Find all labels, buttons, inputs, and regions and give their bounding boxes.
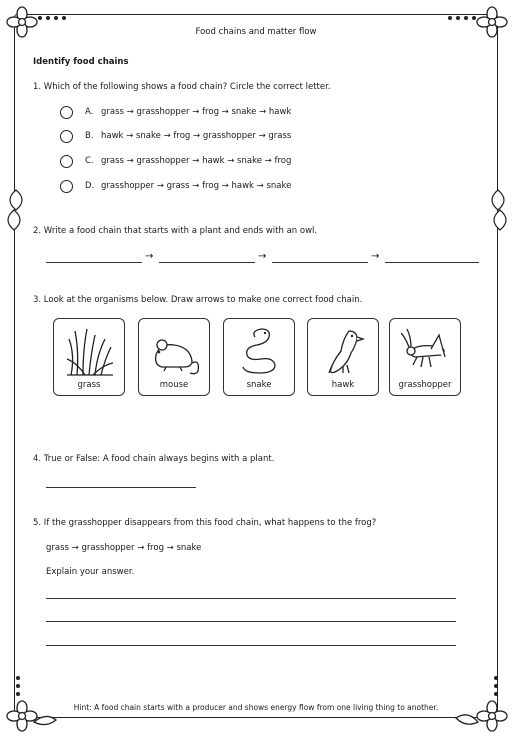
answer-blank-true-false[interactable] (46, 487, 196, 488)
option-text: grass → grasshopper → hawk → snake → frog (101, 156, 292, 166)
option-b[interactable] (60, 128, 291, 144)
question-3: 3. Look at the organisms below. Draw arrows to make one correct food chain. (33, 295, 363, 305)
arrow-3: → (371, 251, 380, 262)
answer-blank-2[interactable] (159, 262, 255, 263)
flower-decoration-top-left (4, 4, 74, 44)
organism-card-snake[interactable] (223, 318, 295, 396)
question-1: 1. Which of the following shows a food chain? Circle the correct letter. (33, 82, 331, 92)
flower-decoration-bottom-right (448, 670, 510, 732)
hawk-icon (319, 325, 369, 377)
answer-line-2[interactable] (46, 621, 456, 622)
organism-label: snake (246, 380, 272, 390)
answer-circle-a[interactable] (60, 106, 73, 119)
answer-line-1[interactable] (46, 598, 456, 599)
option-d[interactable] (60, 178, 291, 194)
section-heading: Identify food chains (33, 57, 129, 67)
answer-circle-d[interactable] (60, 180, 73, 193)
arrow-1: → (145, 251, 154, 262)
organism-label: mouse (159, 380, 189, 390)
option-letter: B. (85, 131, 94, 141)
snake-icon (235, 325, 285, 377)
hint-text: Hint: A food chain starts with a producer and shows energy flow from one living thing to another. (73, 703, 439, 712)
explain-prompt: Explain your answer. (46, 567, 135, 577)
option-text: grasshopper → grass → frog → hawk → snake (101, 181, 292, 191)
question-4: 4. True or False: A food chain always begins with a plant. (33, 454, 275, 464)
worksheet-title: Food chains and matter flow (195, 27, 317, 37)
organism-label: grass (77, 380, 101, 390)
organism-label: hawk (331, 380, 355, 390)
mouse-icon (150, 325, 200, 377)
question-5: 5. If the grasshopper disappears from this food chain, what happens to the frog? (33, 518, 377, 528)
organism-card-hawk[interactable] (307, 318, 379, 396)
grasshopper-icon (401, 325, 451, 377)
organism-label: grasshopper (398, 380, 452, 390)
food-chain-example: grass → grasshopper → frog → snake (46, 543, 202, 553)
organism-card-grasshopper[interactable] (389, 318, 461, 396)
option-c[interactable] (60, 153, 291, 169)
question-2: 2. Write a food chain that starts with a plant and ends with an owl. (33, 226, 318, 236)
option-letter: D. (85, 181, 95, 191)
answer-blank-4[interactable] (385, 262, 479, 263)
option-letter: A. (85, 107, 94, 117)
flower-decoration-bottom-left (4, 670, 64, 732)
grass-icon (65, 325, 115, 377)
arrow-2: → (258, 251, 267, 262)
answer-circle-b[interactable] (60, 130, 73, 143)
answer-circle-c[interactable] (60, 155, 73, 168)
flower-decoration-top-right (440, 4, 510, 44)
leaf-decoration-right (486, 188, 512, 232)
organism-card-mouse[interactable] (138, 318, 210, 396)
answer-blank-1[interactable] (46, 262, 142, 263)
answer-blank-3[interactable] (272, 262, 368, 263)
answer-line-3[interactable] (46, 645, 456, 646)
leaf-decoration-left (2, 188, 28, 232)
option-text: hawk → snake → frog → grasshopper → grass (101, 131, 292, 141)
option-a[interactable] (60, 104, 291, 120)
organism-card-grass[interactable] (53, 318, 125, 396)
option-text: grass → grasshopper → frog → snake → hawk (101, 107, 292, 117)
option-letter: C. (85, 156, 94, 166)
